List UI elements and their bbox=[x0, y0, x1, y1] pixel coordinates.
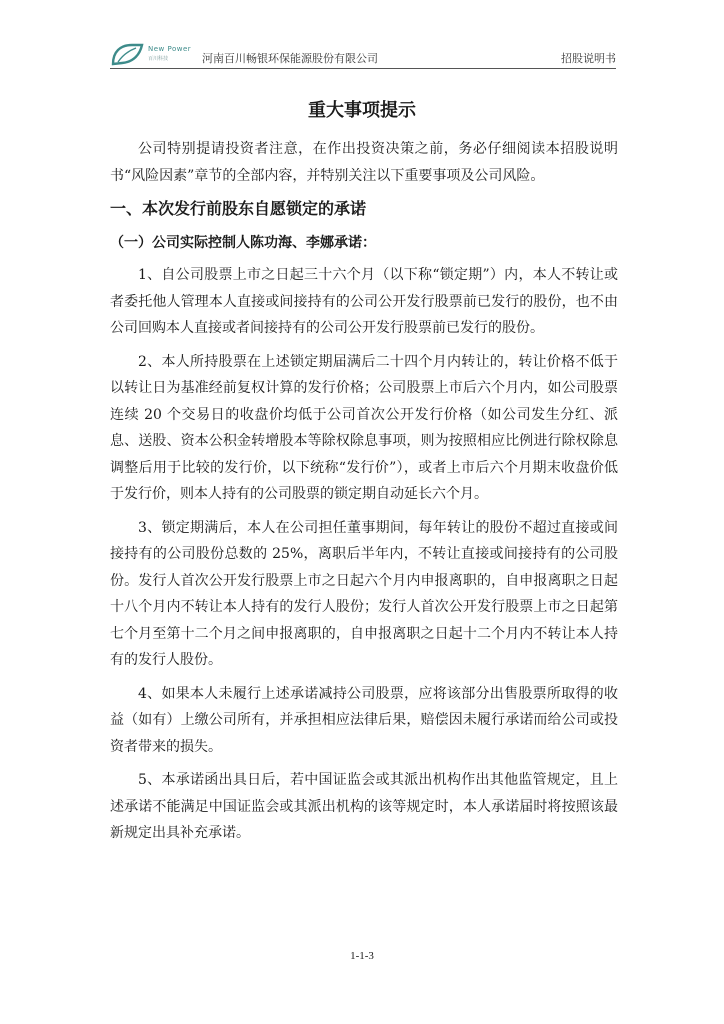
logo-chinese: 百川科技 bbox=[148, 56, 169, 62]
logo-text bbox=[148, 44, 191, 64]
commitment-paragraph-5: 5、本承诺函出具日后，若中国证监会或其派出机构作出其他监管规定，且上述承诺不能满足中国证监会或其派出机构的该等规定时，本人承诺届时将按照该最新规定出具补充承诺。 bbox=[110, 772, 618, 841]
commitment-paragraph-4: 4、如果本人未履行上述承诺减持公司股票，应将该部分出售股票所取得的收益（如有）上缴公司所有，并承担相应法律后果，赔偿因未履行承诺而给公司或投资者带来的损失。 bbox=[110, 685, 618, 755]
subsection-heading: （一）公司实际控制人陈功海、李娜承诺： bbox=[110, 235, 376, 251]
intro-paragraph: 公司特别提请投资者注意，在作出投资决策之前，务必仔细阅读本招股说明书“风险因素”章节的全部内容，并特别关注以下重要事项及公司风险。 bbox=[110, 141, 618, 184]
section-heading: 一、本次发行前股东自愿锁定的承诺 bbox=[110, 199, 367, 218]
document-type: 招股说明书 bbox=[561, 52, 616, 65]
company-logo-icon bbox=[110, 42, 146, 66]
company-name: 河南百川畅银环保能源股份有限公司 bbox=[202, 52, 378, 65]
commitment-paragraph-1: 1、自公司股票上市之日起三十六个月（以下称“锁定期”）内，本人不转让或者委托他人管理本人直接或间接持有的公司公开发行股票前已发行的股份，也不由公司回购本人直接或者间接持有的公司公开发行股票前已发行的股份。 bbox=[110, 267, 618, 336]
page-number: 1-1-3 bbox=[350, 950, 374, 962]
logo-english: New Power bbox=[148, 45, 192, 53]
commitment-paragraph-3: 3、锁定期满后，本人在公司担任董事期间，每年转让的股份不超过直接或间接持有的公司股份总数的 25%，离职后半年内，不转让直接或间接持有的公司股份。发行人首次公开发行股票上市之日起六个月内申报离职的，自申报离职之日起十八个月内不转让本人持有的发行人股份；发行人首次公开发行股票上市之日起第七个月至第十二个月之间申报离职的，自申报离职之日起十二个月内不转让本人持有的发行人股份。 bbox=[110, 519, 618, 668]
document-body bbox=[110, 136, 618, 854]
page-header bbox=[110, 42, 616, 69]
page-title: 重大事项提示 bbox=[308, 100, 416, 121]
commitment-paragraph-2: 2、本人所持股票在上述锁定期届满后二十四个月内转让的，转让价格不低于以转让日为基准经前复权计算的发行价格；公司股票上市后六个月内，如公司股票连续 20 个交易日的收盘价均低于公司首次公开发行价格（如公司发生分红、派息、送股、资本公积金转增股本等除权除息事项，则为按照相应比例进行除权除息调整后用于比较的发行价，以下统称“发行价”），或者上市后六个月期末收盘价低于发行价，则本人持有的公司股票的锁定期自动延长六个月。 bbox=[110, 353, 618, 502]
